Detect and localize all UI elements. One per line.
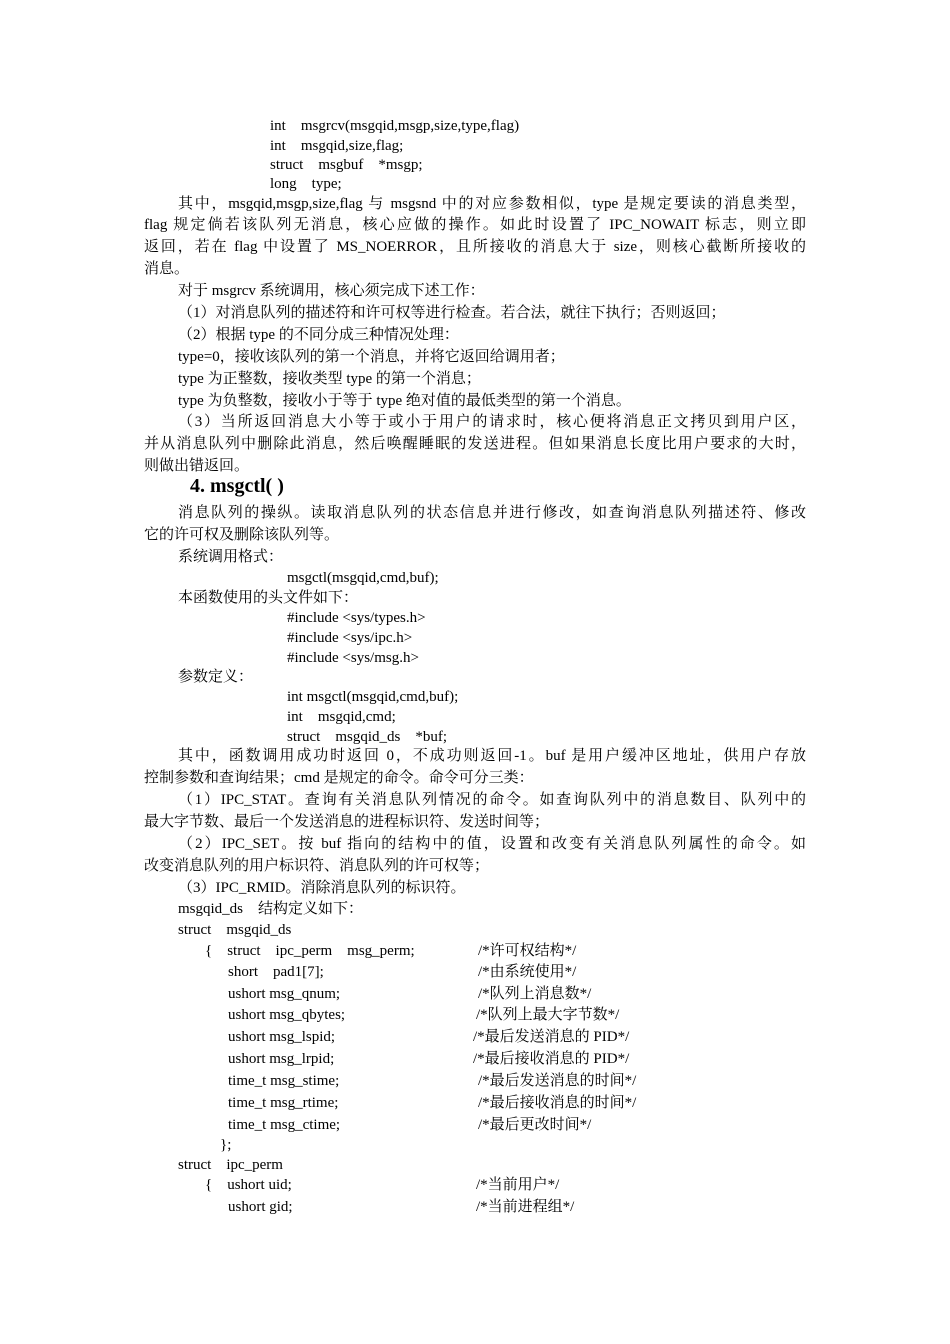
code-line: struct msgbuf *msgp; (270, 157, 423, 173)
paragraph-line: 它的许可权及删除该队列等。 (144, 527, 340, 543)
paragraph-line: 消息队列的操纵。读取消息队列的状态信息并进行修改，如查询消息队列描述符、修改 (178, 505, 806, 521)
code-line: msgctl(msgqid,cmd,buf); (287, 570, 439, 586)
code-line: int msgctl(msgqid,cmd,buf); (287, 689, 459, 705)
struct-field-comment: /*队列上消息数*/ (478, 986, 592, 1002)
paragraph-line: 则做出错返回。 (144, 458, 250, 474)
struct-field-code: time_t msg_stime; (228, 1073, 340, 1089)
paragraph-line: 控制参数和查询结果；cmd 是规定的命令。命令可分三类： (144, 770, 534, 786)
struct-field-comment: /*队列上最大字节数*/ (476, 1007, 620, 1023)
list-item: （2）根据 type 的不同分成三种情况处理： (178, 327, 459, 343)
code-line: struct msgqid_ds *buf; (287, 729, 447, 745)
list-item: （1）对消息队列的描述符和许可权等进行检查。若合法，就往下执行；否则返回； (178, 305, 726, 321)
struct-field-comment: /*最后发送消息的 PID*/ (473, 1029, 630, 1045)
struct-field-code: time_t msg_rtime; (228, 1095, 339, 1111)
code-line: int msgqid,cmd; (287, 709, 396, 725)
label-line: 本函数使用的头文件如下： (178, 590, 359, 606)
code-line: #include <sys/types.h> (287, 610, 426, 626)
struct-field-code: ushort msg_lrpid; (228, 1051, 335, 1067)
section-heading: 4. msgctl( ) (190, 475, 284, 497)
struct-field-comment: /*最后接收消息的时间*/ (478, 1095, 637, 1111)
struct-field-comment: /*由系统使用*/ (478, 964, 577, 980)
struct-field-code: ushort msg_qnum; (228, 986, 341, 1002)
label-line: 参数定义： (178, 669, 254, 685)
struct-field-comment: /*最后更改时间*/ (478, 1117, 592, 1133)
paragraph-line: flag 规定倘若该队列无消息，核心应做的操作。如此时设置了 IPC_NOWAIT 标志，则立即 (144, 217, 806, 233)
struct-field-comment: /*当前用户*/ (476, 1177, 560, 1193)
code-line: #include <sys/msg.h> (287, 650, 419, 666)
paragraph-line: 对于 msgrcv 系统调用，核心须完成下述工作： (178, 283, 485, 299)
paragraph-line: 返回，若在 flag 中设置了 MS_NOERROR，且所接收的消息大于 size，则核心截断所接收的 (144, 239, 806, 255)
list-item: （3）IPC_RMID。消除消息队列的标识符。 (178, 880, 466, 896)
paragraph-line: 最大字节数、最后一个发送消息的进程标识符、发送时间等； (144, 814, 550, 830)
struct-field-comment: /*最后接收消息的 PID*/ (473, 1051, 630, 1067)
paragraph-line: 改变消息队列的用户标识符、消息队列的许可权等； (144, 858, 490, 874)
label-line: 系统调用格式： (178, 549, 284, 565)
struct-field-code: ushort gid; (228, 1199, 293, 1215)
list-item: type=0，接收该队列的第一个消息，并将它返回给调用者； (178, 349, 565, 365)
list-item: （2）IPC_SET。按 buf 指向的结构中的值，设置和改变有关消息队列属性的命令。如 (178, 836, 806, 852)
struct-field-code: { struct ipc_perm msg_perm; (205, 943, 415, 959)
struct-field-code: time_t msg_ctime; (228, 1117, 341, 1133)
list-item: （1）IPC_STAT。查询有关消息队列情况的命令。如查询队列中的消息数目、队列中的 (178, 792, 806, 808)
struct-field-code: short pad1[7]; (228, 964, 324, 980)
struct-field-comment: /*最后发送消息的时间*/ (478, 1073, 637, 1089)
code-line: struct ipc_perm (178, 1157, 283, 1173)
code-line: int msgrcv(msgqid,msgp,size,type,flag) (270, 118, 520, 134)
code-line: int msgqid,size,flag; (270, 138, 404, 154)
struct-field-comment: /*许可权结构*/ (478, 943, 577, 959)
list-item: type 为正整数，接收类型 type 的第一个消息； (178, 371, 481, 387)
list-item: type 为负整数，接收小于等于 type 绝对值的最低类型的第一个消息。 (178, 393, 631, 409)
struct-field-code: { ushort uid; (205, 1177, 292, 1193)
paragraph-line: 消息。 (144, 261, 190, 277)
paragraph-line: 其中，函数调用成功时返回 0，不成功则返回-1。buf 是用户缓冲区地址，供用户存放 (178, 748, 806, 764)
code-line: #include <sys/ipc.h> (287, 630, 413, 646)
list-item: （3）当所返回消息大小等于或小于用户的请求时，核心便将消息正文拷贝到用户区， (178, 414, 806, 430)
struct-field-comment: /*当前进程组*/ (476, 1199, 575, 1215)
struct-field-code: ushort msg_lspid; (228, 1029, 336, 1045)
paragraph-line: msgqid_ds 结构定义如下： (178, 901, 364, 917)
code-line: struct msgqid_ds (178, 922, 292, 938)
struct-close: }; (220, 1137, 232, 1153)
paragraph-line: 其中，msgqid,msgp,size,flag 与 msgsnd 中的对应参数相似，type 是规定要读的消息类型， (178, 196, 806, 212)
struct-field-code: ushort msg_qbytes; (228, 1007, 346, 1023)
code-line: long type; (270, 176, 342, 192)
paragraph-line: 并从消息队列中删除此消息，然后唤醒睡眠的发送进程。但如果消息长度比用户要求的大时， (144, 436, 806, 452)
